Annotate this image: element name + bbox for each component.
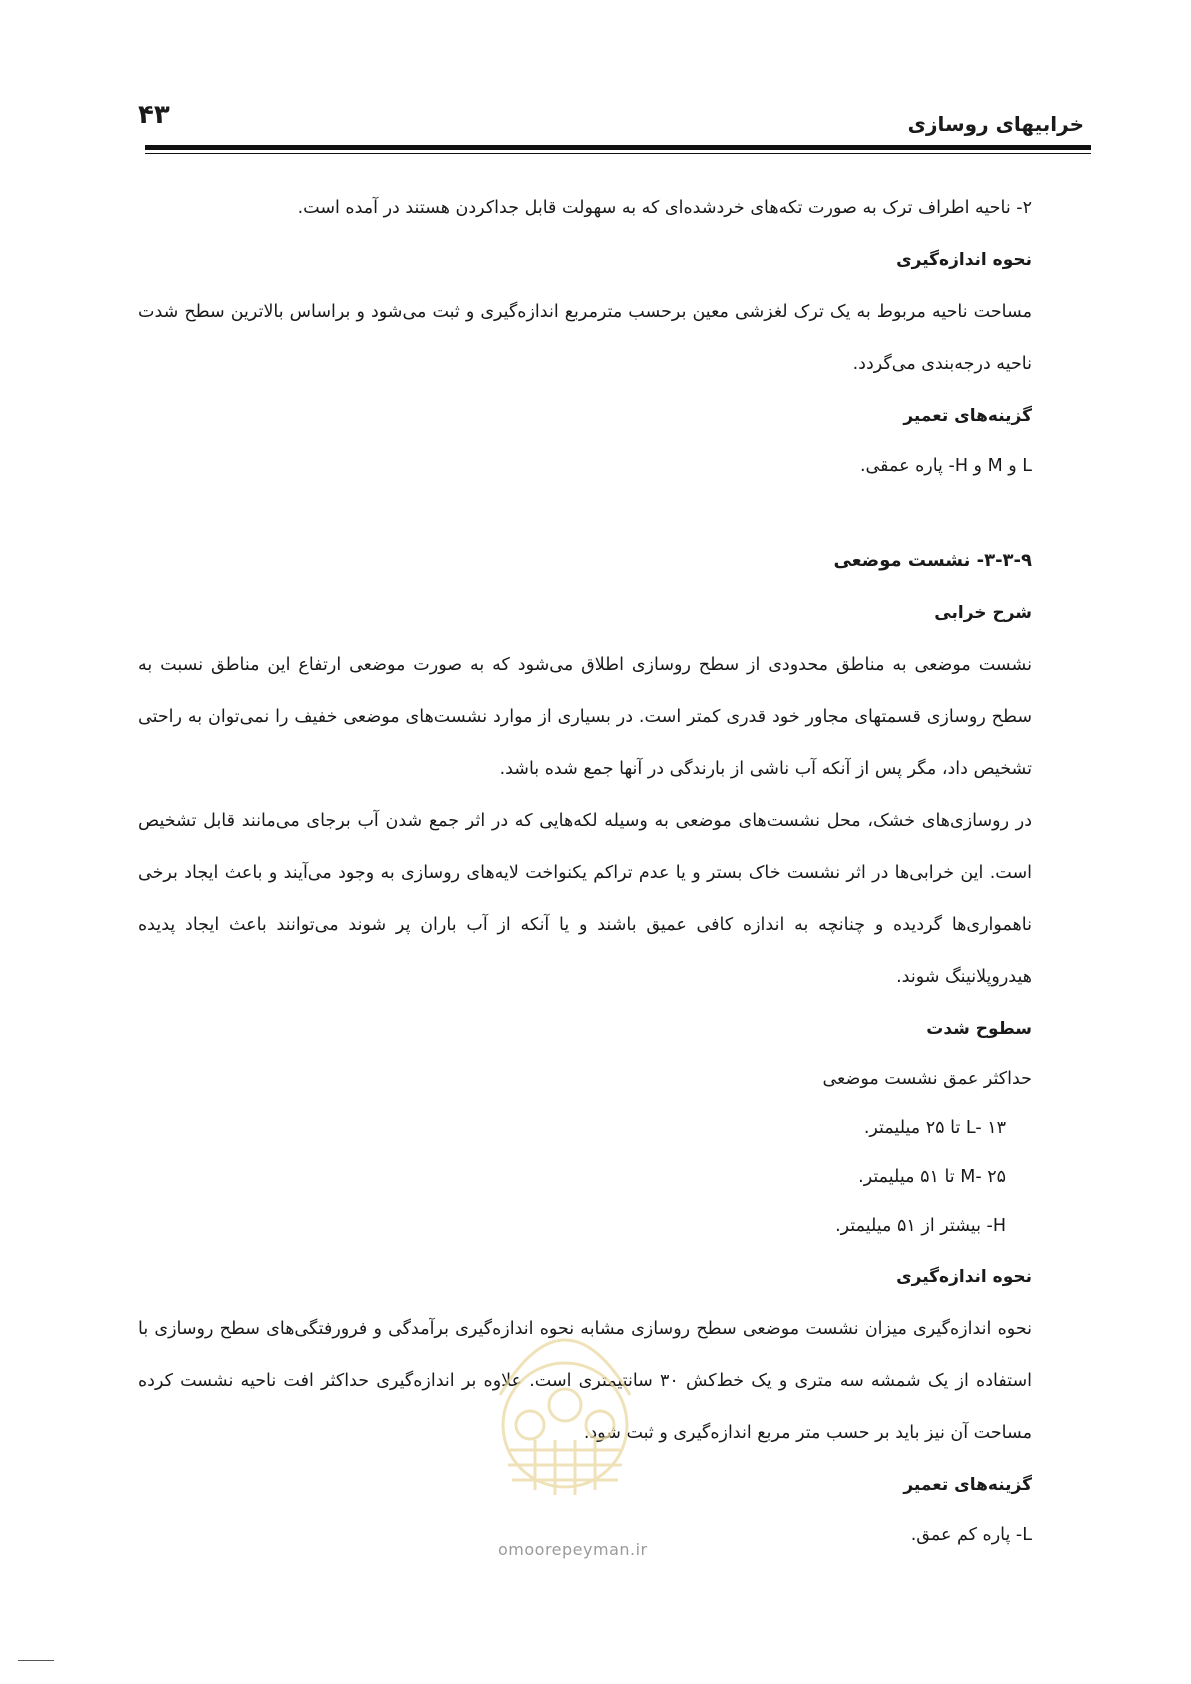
heading-measurement-2: نحوه اندازه‌گیری bbox=[896, 1267, 1032, 1287]
page-number: ۴۳ bbox=[138, 100, 170, 130]
heading-measurement: نحوه اندازه‌گیری bbox=[896, 250, 1032, 270]
paragraph-dry-pavement: در روسازی‌های خشک، محل نشست‌های موضعی به وسیله لکه‌هایی که در اثر جمع شدن آب برجای می‌مانند قابل تشخیص است. این خرابی‌ها در اثر نشست خاک بستر و یا عدم تراکم یکنواخت لایه‌های روسازی به وجود می‌آیند و باعث ایجاد برخی ناهمواری‌ها گردیده و چنانچه به اندازه کافی عمیق باشند و یا آنکه از آب باران پر شوند می‌توانند باعث ایجاد پدیده هیدروپلانینگ شوند. bbox=[138, 811, 1032, 987]
paragraph-measurement-2: نحوه اندازه‌گیری میزان نشست موضعی سطح روسازی مشابه نحوه اندازه‌گیری برآمدگی و فرورفتگی‌های سطح روسازی با استفاده از یک شمشه سه متری و یک خط‌کش ۳۰ سانتیمتری است. علاوه بر اندازه‌گیری حداکثر افت ناحیه نشست کرده مساحت آن نیز باید بر حسب متر مربع اندازه‌گیری و ثبت شود. bbox=[138, 1319, 1032, 1443]
paragraph-measurement: مساحت ناحیه مربوط به یک ترک لغزشی معین برحسب مترمربع اندازه‌گیری و ثبت می‌شود و براساس بالاترین سطح شدت ناحیه درجه‌بندی می‌گردد. bbox=[138, 302, 1032, 374]
severity-intro: حداکثر عمق نشست موضعی bbox=[822, 1069, 1032, 1089]
section-title: ۳-۳-۹- نشست موضعی bbox=[833, 550, 1032, 571]
page-header bbox=[0, 0, 1191, 160]
heading-repair-options: گزینه‌های تعمیر bbox=[903, 406, 1032, 426]
paragraph-crack-area: ۲- ناحیه اطراف ترک به صورت تکه‌های خردشده‌ای که به سهولت قابل جداکردن هستند در آمده است. bbox=[297, 198, 1032, 218]
severity-level-high: H- بیشتر از ۵۱ میلیمتر. bbox=[835, 1216, 1006, 1236]
header-rule bbox=[145, 145, 1091, 150]
margin-mark bbox=[18, 1660, 54, 1661]
paragraph-description: نشست موضعی به مناطق محدودی از سطح روسازی اطلاق می‌شود که به صورت موضعی ارتفاع این مناطق نسبت به سطح روسازی قسمتهای مجاور خود قدری کمتر است. در بسیاری از موارد نشست‌های موضعی خفیف را نمی‌توان به راحتی تشخیص داد، مگر پس از آنکه آب ناشی از بارندگی در آنها جمع شده باشد. bbox=[138, 655, 1032, 779]
heading-severity-levels: سطوح شدت bbox=[926, 1019, 1032, 1039]
heading-description: شرح خرابی bbox=[934, 603, 1032, 623]
severity-level-medium: M- ۲۵ تا ۵۱ میلیمتر. bbox=[858, 1167, 1006, 1187]
running-title: خرابیهای روسازی bbox=[907, 112, 1084, 136]
repair-option-item-2: L- پاره کم عمق. bbox=[910, 1525, 1032, 1545]
watermark-logo-icon bbox=[490, 1285, 640, 1515]
header-rule-thin bbox=[145, 153, 1091, 154]
watermark-url: omoorepeyman.ir bbox=[498, 1540, 648, 1559]
repair-option-item: L و M و H- پاره عمقی. bbox=[859, 456, 1032, 476]
heading-repair-options-2: گزینه‌های تعمیر bbox=[903, 1475, 1032, 1495]
severity-level-low: L- ۱۳ تا ۲۵ میلیمتر. bbox=[863, 1118, 1006, 1138]
